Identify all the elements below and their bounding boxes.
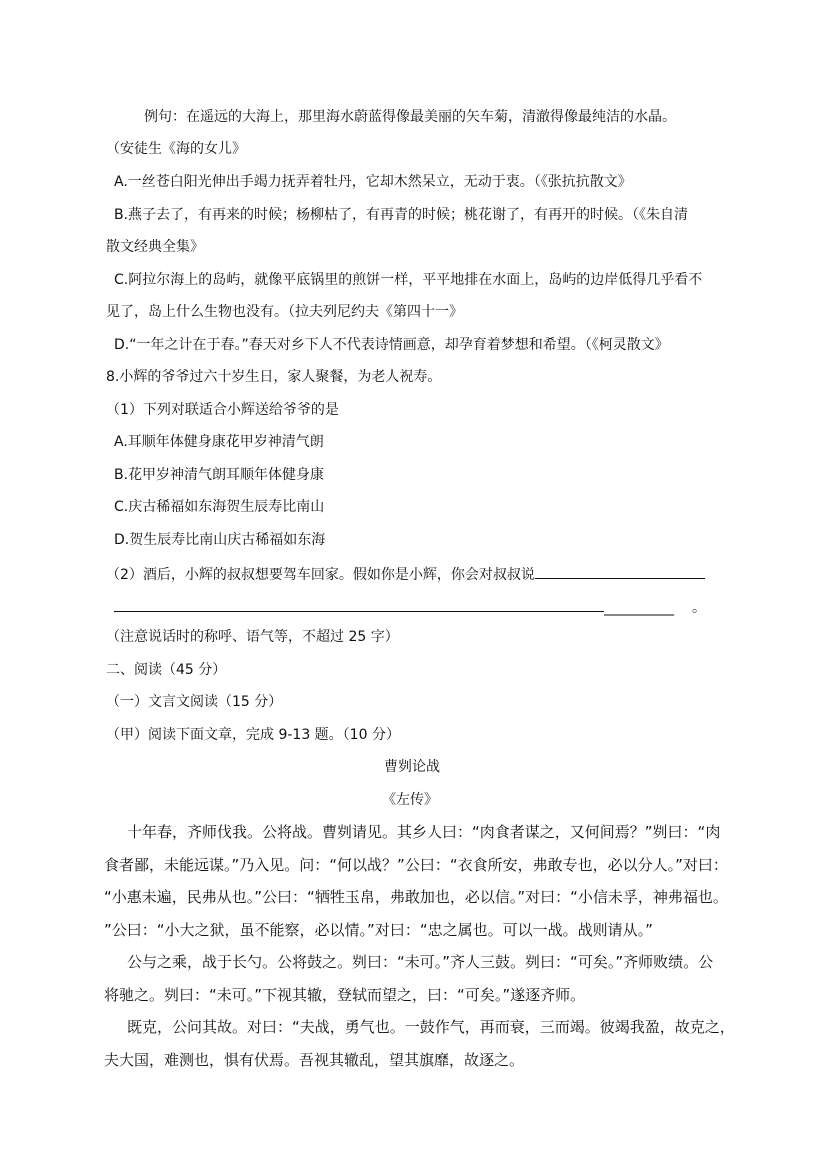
question-8-stem: 8.小辉的爷爷过六十岁生日，家人聚餐，为老人祝寿。: [106, 369, 442, 385]
example-source: （安徒生《海的女儿》: [106, 141, 246, 157]
option-b-continued: 散文经典全集》: [106, 239, 204, 255]
passage-source: 《左传》: [382, 792, 438, 808]
part-instruction: （甲）阅读下面文章，完成 9-13 题。（10 分）: [106, 727, 400, 743]
choice-d: D.贺生辰寿比南山庆古稀福如东海: [114, 532, 326, 548]
passage-line: “小惠未遍，民弗从也。”公曰：“牺牲玉帛，弗敢加也，必以信。”对曰：“小信未孚，神弗福也。: [104, 888, 728, 906]
passage-line: 将驰之。刿曰：“未可。”下视其辙，登轼而望之，曰：“可矣。”遂逐齐师。: [104, 986, 586, 1004]
section-title: 二、阅读（45 分）: [106, 662, 227, 678]
passage-line: 十年春，齐师伐我。公将战。曹刿请见。其乡人曰：“肉食者谋之，又何间焉？”刿曰：“肉: [127, 823, 721, 841]
option-c: C.阿拉尔海上的岛屿，就像平底锅里的煎饼一样，平平地排在水面上，岛屿的边岸低得几乎看不: [114, 272, 703, 288]
question-8-sub2: [106, 562, 705, 585]
option-c-continued: 见了，岛上什么生物也没有。（拉夫列尼约夫《第四十一》: [106, 304, 463, 320]
question-8-sub1: （1）下列对联适合小辉送给爷爷的是: [106, 402, 339, 418]
passage-title: 曹刿论战: [384, 759, 440, 775]
passage-line: 既克，公问其故。对曰：“夫战，勇气也。一鼓作气，再而衰，三而竭。彼竭我盈，故克之，: [127, 1018, 735, 1036]
example-sentence: 例句：在遥远的大海上，那里海水蔚蓝得像最美丽的矢车菊，清澈得像最纯洁的水晶。: [144, 109, 676, 125]
choice-b: B.花甲岁神清气朗耳顺年体健身康: [114, 467, 325, 483]
choice-a: A.耳顺年体健身康花甲岁神清气朗: [114, 434, 324, 450]
answer-blank-2[interactable]: [114, 595, 604, 612]
question-8-note: （注意说话时的称呼、语气等，不超过 25 字）: [106, 629, 399, 645]
option-b: B.燕子去了，有再来的时候；杨柳枯了，有再青的时候；桃花谢了，有再开的时候。（《朱自清: [114, 207, 689, 223]
answer-period: 。: [692, 600, 706, 616]
answer-blank-1[interactable]: [535, 562, 705, 579]
subsection-title: （一）文言文阅读（15 分）: [106, 694, 283, 710]
option-d: D.“一年之计在于春。”春天对乡下人不代表诗情画意，却孕育着梦想和希望。（《柯灵散文》: [114, 337, 669, 353]
answer-dashes: __________: [604, 600, 674, 616]
question-8-sub2-text: （2）酒后，小辉的叔叔想要驾车回家。假如你是小辉，你会对叔叔说: [106, 567, 535, 583]
option-a: A.一丝苍白阳光伸出手竭力抚弄着牡丹，它却木然呆立，无动于衷。（《张抗抗散文》: [114, 174, 632, 190]
passage-line: 食者鄙，未能远谋。”乃入见。问：“何以战？”公曰：“衣食所安，弗敢专也，必以分人。”对曰：: [104, 856, 728, 874]
choice-c: C.庆古稀福如东海贺生辰寿比南山: [114, 499, 325, 515]
passage-line: 夫大国，难测也，惧有伏焉。吾视其辙乱，望其旗靡，故逐之。: [104, 1051, 525, 1069]
answer-line-2: [114, 595, 706, 618]
passage-line: 公与之乘，战于长勺。公将鼓之。刿曰：“未可。”齐人三鼓。刿曰：“可矣。”齐师败绩。公: [127, 953, 714, 971]
passage-line: ”公曰：“小大之狱，虽不能察，必以情。”对曰：“忠之属也。可以一战。战则请从。”: [104, 921, 653, 939]
